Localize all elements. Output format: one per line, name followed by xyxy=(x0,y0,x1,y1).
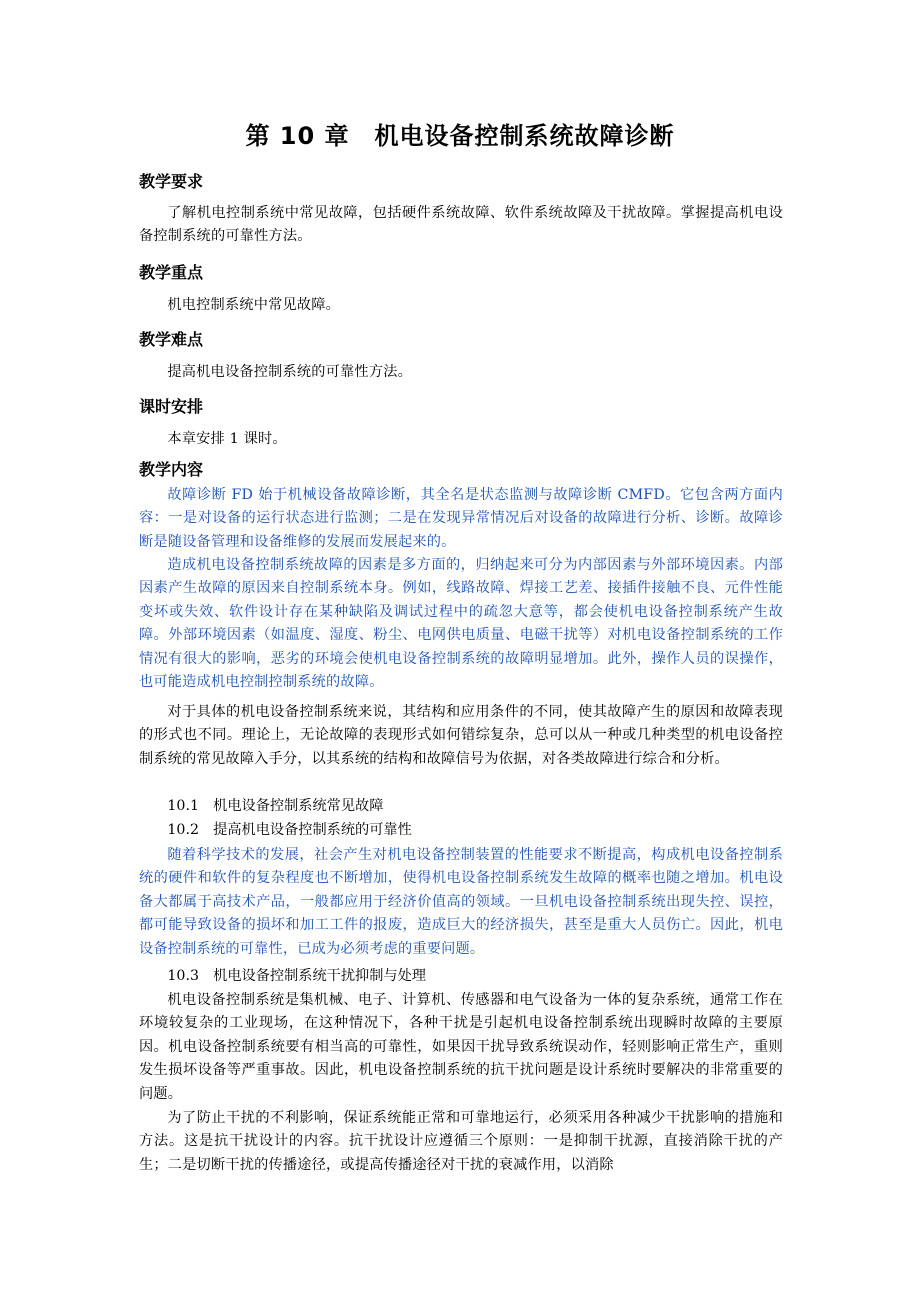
heading-teaching-key-points: 教学重点 xyxy=(139,263,204,282)
content-paragraph-5: 机电设备控制系统是集机械、电子、计算机、传感器和电气设备为一体的复杂系统，通常工作在环境较复杂的工业现场，在这种情况下，各种干扰是引起机电设备控制系统出现瞬时故障的主要原因。机电设备控制系统要有相当高的可靠性，如果因干扰导致系统误动作，轻则影响正常生产，重则发生损坏设备等严重事故。因此，机电设备控制系统的抗干扰问题是设计系统时要解决的非常重要的问题。 xyxy=(139,992,783,1102)
section-10-2: 10.2 提高机电设备控制系统的可靠性 xyxy=(167,822,412,838)
content-paragraph-3: 对于具体的机电设备控制系统来说，其结构和应用条件的不同，使其故障产生的原因和故障表现的形式也不同。理论上，无论故障的表现形式如何错综复杂，总可以从一种或几种类型的机电设备控制系统的常见故障入手分，以其系统的结构和故障信号为依据，对各类故障进行综合和分析。 xyxy=(139,704,783,767)
content-paragraph-4: 随着科学技术的发展，社会产生对机电设备控制装置的性能要求不断提高，构成机电设备控制系统的硬件和软件的复杂程度也不断增加，使得机电设备控制系统发生故障的概率也随之增加。机电设备大都属于高技术产品，一般都应用于经济价值高的领域。一旦机电设备控制系统出现失控、误控，都可能导致设备的损坏和加工工件的报废，造成巨大的经济损失，甚至是重大人员伤亡。因此，机电设备控制系统的可靠性，已成为必须考虑的重要问题。 xyxy=(139,847,783,957)
content-paragraph-2: 造成机电设备控制系统故障的因素是多方面的，归纳起来可分为内部因素与外部环境因素。内部因素产生故障的原因来自控制系统本身。例如，线路故障、焊接工艺差、接插件接触不良、元件性能变坏或失效、软件设计存在某种缺陷及调试过程中的疏忽大意等，都会使机电设备控制系统产生故障。外部环境因素（如温度、湿度、粉尘、电网供电质量、电磁干扰等）对机电设备控制系统的工作情况有很大的影响，恶劣的环境会使机电设备控制系统的故障明显增加。此外，操作人员的误操作，也可能造成机电控制控制系统的故障。 xyxy=(139,557,783,691)
content-paragraph-6: 为了防止干扰的不利影响，保证系统能正常和可靠地运行，必须采用各种减少干扰影响的措施和方法。这是抗干扰设计的内容。抗干扰设计应遵循三个原则：一是抑制干扰源，直接消除干扰的产生；二是切断干扰的传播途径，或提高传播途径对干扰的衰减作用，以消除 xyxy=(139,1110,783,1173)
section-10-3: 10.3 机电设备控制系统干扰抑制与处理 xyxy=(167,968,426,984)
content-paragraph-1: 故障诊断 FD 始于机械设备故障诊断，其全名是状态监测与故障诊断 CMFD。它包含两方面内容：一是对设备的运行状态进行监测；二是在发现异常情况后对设备的故障进行分析、诊断。故障诊断是随设备管理和设备维修的发展而发展起来的。 xyxy=(139,487,783,550)
class-hours-text: 本章安排 1 课时。 xyxy=(167,431,287,447)
section-10-1: 10.1 机电设备控制系统常见故障 xyxy=(167,798,384,814)
teaching-key-points-text: 机电控制系统中常见故障。 xyxy=(167,297,341,313)
chapter-title: 第 10 章 机电设备控制系统故障诊断 xyxy=(245,122,675,150)
teaching-difficulties-text: 提高机电设备控制系统的可靠性方法。 xyxy=(167,364,412,380)
teaching-requirements-text: 了解机电控制系统中常见故障，包括硬件系统故障、软件系统故障及干扰故障。掌握提高机电设备控制系统的可靠性方法。 xyxy=(139,205,783,245)
heading-teaching-difficulties: 教学难点 xyxy=(139,330,204,349)
heading-teaching-requirements: 教学要求 xyxy=(139,172,204,191)
heading-teaching-content: 教学内容 xyxy=(139,460,204,479)
heading-class-hours: 课时安排 xyxy=(139,397,204,416)
